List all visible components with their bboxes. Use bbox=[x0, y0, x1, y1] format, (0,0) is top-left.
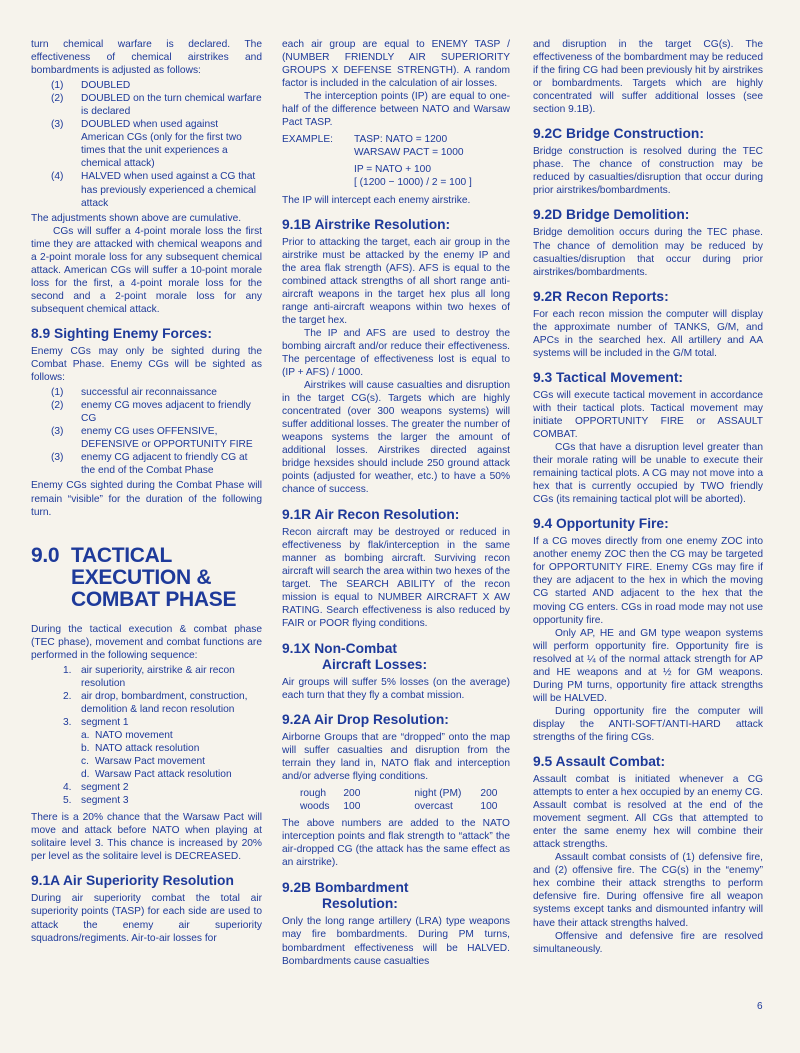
example-line: TASP: NATO = 1200 bbox=[354, 134, 448, 146]
table-cell: woods bbox=[300, 801, 330, 813]
table-cell: 200 bbox=[480, 788, 498, 800]
list-item bbox=[31, 768, 262, 781]
list-marker: b. bbox=[81, 743, 90, 755]
paragraph: The adjustments shown above are cumulative. bbox=[31, 212, 242, 224]
section-heading-9-2r: 9.2R Recon Reports: bbox=[533, 288, 669, 304]
list-item bbox=[31, 92, 262, 118]
list-text: NATO movement bbox=[95, 729, 173, 741]
list-marker: (2) bbox=[51, 93, 64, 105]
section-heading-9-2a: 9.2A Air Drop Resolution: bbox=[282, 711, 449, 727]
paragraph: During air superiority combat the total air superiority points (TASP) for each side are used to attack the enemy air superiority squadrons/regiments. Air-to-air losses for bbox=[31, 893, 262, 944]
section-heading-9-2c: 9.2C Bridge Construction: bbox=[533, 126, 704, 142]
example-block bbox=[282, 133, 510, 189]
paragraph: Airstrikes will cause casualties and disruption in the target CG(s). Targets which are highly concentrated (over 300 weapons systems) will suffer additional losses. The greater the number of weapons systems the larger the amount of additional losses. Airstrikes directed against bridge hexsides should include 250 ground attack points (adjusted for weather, etc.) to have a 50% chance of success. bbox=[282, 380, 510, 496]
section-heading-9-1x bbox=[282, 641, 510, 673]
example-line: IP = NATO + 100 bbox=[354, 164, 432, 176]
table-cell: night (PM) bbox=[414, 788, 462, 800]
paragraph: each air group are equal to ENEMY TASP / (NUMBER FRIENDLY AIR SUPERIORITY GROUPS X DEFENSE STRENGTH). A random factor is included in the calculation of air losses. bbox=[282, 39, 510, 90]
paragraph: Prior to attacking the target, each air group in the airstrike must be attacked by the enemy IP and the area flak strength (AFS). AFS is equal to the combined attack strengths of all short range anti-aircraft weapons in the target hex plus all long range anti-aircraft weapons within two hexes of the target hex. bbox=[282, 236, 510, 326]
list-item bbox=[31, 451, 262, 477]
sighting-list bbox=[31, 386, 262, 477]
list-marker: (2) bbox=[51, 400, 64, 412]
paragraph: Only AP, HE and GM type weapon systems will perform opportunity fire. Opportunity fire is resolved at ¼ of the normal attack strength for AP and HE weapons and at ½ for GM weapons. During PM turns, opportunity fire attack strengths will be HALVED. bbox=[533, 627, 763, 704]
list-item bbox=[31, 742, 262, 755]
paragraph: Assault combat consists of (1) defensive fire, and (2) offensive fire. The CG(s) in the “enemy” hex combine their attack strengths to perform defensive fire. During offensive fire all weapon systems except tanks and dismounted infantry will have their attack strengths halved. bbox=[533, 852, 763, 929]
paragraph: During the tactical execution & combat phase (TEC phase), movement and combat functions are performed in the following sequence: bbox=[31, 623, 262, 661]
example-label: EXAMPLE: bbox=[282, 134, 333, 146]
paragraph: If a CG moves directly from one enemy ZOC into another enemy ZOC then the CG may be targeted for OPPORTUNITY FIRE. Enemy CGs may fire if they are adjacent to the hex in which the moving CG started AND adjacent to the hex that the moving CG enters. CGs in road mode may not use opportunity fire. bbox=[533, 536, 763, 626]
chapter-title-line: TACTICAL bbox=[71, 543, 173, 567]
heading-line: 9.2B Bombardment bbox=[282, 880, 409, 896]
paragraph: The IP will intercept each enemy airstrike. bbox=[282, 194, 471, 206]
list-item bbox=[31, 729, 262, 742]
terrain-table bbox=[300, 787, 510, 813]
list-item bbox=[31, 794, 262, 807]
paragraph: Enemy CGs may only be sighted during the Combat Phase. Enemy CGs will be sighted as follows: bbox=[31, 345, 262, 384]
chapter-title-line: COMBAT PHASE bbox=[71, 587, 237, 611]
paragraph: The above numbers are added to the NATO interception points and flak strength to “attack” the air-dropped CG (the attack has the same effect as an airstrike). bbox=[282, 818, 510, 869]
list-marker: a. bbox=[81, 729, 90, 741]
list-marker: 4. bbox=[63, 782, 72, 794]
paragraph: There is a 20% chance that the Warsaw Pact will move and attack before NATO when playing at solitaire level 3. This chance is increased by 20% per level as the solitaire level is DECREASED. bbox=[31, 812, 262, 863]
table-cell: 100 bbox=[480, 801, 498, 813]
list-item bbox=[31, 79, 262, 92]
section-heading-9-1r: 9.1R Air Recon Resolution: bbox=[282, 506, 460, 522]
list-text: segment 1 bbox=[81, 716, 129, 728]
chapter-title-line: EXECUTION & bbox=[71, 565, 212, 589]
paragraph: Bridge construction is resolved during the TEC phase. The chance of construction may be reduced by casualties/disruption that occur during prior airstrikes/bombardments. bbox=[533, 146, 763, 197]
paragraph: Assault combat is initiated whenever a CG attempts to enter a hex occupied by an enemy CG. Assault combat is resolved at the end of the movement segment. All CGs that attempted to enter the same enemy hex will combine their attack strengths. bbox=[533, 774, 763, 851]
list-item bbox=[31, 755, 262, 768]
list-marker: c. bbox=[81, 756, 89, 768]
paragraph: turn chemical warfare is declared. The effectiveness of chemical airstrikes and bombardments is adjusted as follows: bbox=[31, 39, 262, 77]
list-item bbox=[31, 716, 262, 729]
list-item bbox=[31, 425, 262, 451]
list-text: DOUBLED on the turn chemical warfare is declared bbox=[81, 93, 262, 118]
list-marker: 2. bbox=[63, 690, 72, 702]
paragraph: Air groups will suffer 5% losses (on the average) each turn that they fly a combat mission. bbox=[282, 676, 510, 701]
list-text: enemy CG uses OFFENSIVE, DEFENSIVE or OPPORTUNITY FIRE bbox=[81, 426, 253, 451]
list-text: Warsaw Pact attack resolution bbox=[95, 769, 232, 781]
list-text: DOUBLED bbox=[81, 80, 131, 92]
chemical-adjustments-list bbox=[31, 79, 262, 209]
table-cell: 100 bbox=[343, 801, 361, 813]
paragraph: During opportunity fire the computer will display the ANTI-SOFT/ANTI-HARD attack strengths of the firing CGs. bbox=[533, 705, 763, 743]
paragraph: Bridge demolition occurs during the TEC phase. The chance of demolition may be reduced by casualties/disruption that occur during prior airstrikes/bombardments. bbox=[533, 227, 763, 278]
list-item bbox=[31, 118, 262, 170]
section-heading-9-1a: 9.1A Air Superiority Resolution bbox=[31, 873, 234, 889]
table-cell: rough bbox=[300, 788, 327, 800]
example-line: [ (1200 − 1000) / 2 = 100 ] bbox=[354, 177, 472, 189]
list-text: air superiority, airstrike & air recon resolution bbox=[81, 664, 235, 689]
table-row bbox=[300, 800, 510, 813]
section-heading-9-2b bbox=[282, 880, 510, 912]
list-text: DOUBLED when used against American CGs (only for the first two times that the unit experiences a chemical attack) bbox=[81, 119, 242, 170]
list-text: HALVED when used against a CG that has previously experienced a chemical attack bbox=[81, 171, 256, 209]
list-item bbox=[31, 170, 262, 209]
section-heading-8-9: 8.9 Sighting Enemy Forces: bbox=[31, 325, 212, 341]
list-marker: d. bbox=[81, 769, 90, 781]
paragraph: The interception points (IP) are equal to one-half of the difference between NATO and Warsaw Pact TASP. bbox=[282, 91, 510, 129]
chapter-heading-9-0 bbox=[31, 545, 262, 611]
section-heading-9-4: 9.4 Opportunity Fire: bbox=[533, 516, 669, 532]
section-heading-9-1b: 9.1B Airstrike Resolution: bbox=[282, 216, 451, 232]
list-text: NATO attack resolution bbox=[95, 743, 200, 755]
paragraph: Recon aircraft may be destroyed or reduced in effectiveness by flak/interception in the same manner as bombing aircraft. Surviving recon aircraft will search the area within two hexes of the target. The SEARCH ABILITY of the recon mission is equal to NUMBER AIRCRAFT X AW RATING. Search effectiveness is also reduced by FAIR or POOR flying conditions. bbox=[282, 526, 510, 629]
column-1 bbox=[31, 38, 262, 945]
table-cell: overcast bbox=[414, 801, 453, 813]
paragraph: and disruption in the target CG(s). The effectiveness of the bombardment may be reduced if the firing CG had been previously hit by airstrikes or bombardments. Targets which are highly concentrated will suffer additional losses (see section 9.1B). bbox=[533, 39, 763, 116]
heading-line: Aircraft Losses: bbox=[322, 656, 428, 672]
list-text: enemy CG adjacent to friendly CG at the end of the Combat Phase bbox=[81, 452, 248, 477]
paragraph: CGs will suffer a 4-point morale loss the first time they are attacked with chemical weapons and a 2-point morale loss for any subsequent chemical attack. American CGs will suffer a 10-point morale loss for the first, a 4-point morale loss for the second and a 2-point morale loss for any subsequent chemical attack. bbox=[31, 225, 262, 315]
list-marker: (3) bbox=[51, 452, 64, 464]
list-marker: 3. bbox=[63, 716, 72, 728]
list-item bbox=[31, 386, 262, 399]
list-marker: (3) bbox=[51, 119, 64, 131]
section-heading-9-3: 9.3 Tactical Movement: bbox=[533, 369, 684, 385]
page-number: 6 bbox=[757, 1001, 763, 1012]
list-text: successful air reconnaissance bbox=[81, 387, 217, 399]
list-marker: (4) bbox=[51, 171, 64, 183]
tec-sequence-list bbox=[31, 664, 262, 808]
column-3 bbox=[533, 38, 763, 956]
list-text: air drop, bombardment, construction, demolition & land recon resolution bbox=[81, 690, 248, 715]
list-marker: (3) bbox=[51, 426, 64, 438]
paragraph: CGs that have a disruption level greater than their morale rating will be unable to execute their remaining tactical plots. A CG may not move into a hex that is currently occupied by TWO friendly CGs (its remaining tactical plot will be aborted). bbox=[533, 442, 763, 506]
heading-line: 9.1X Non-Combat bbox=[282, 640, 397, 656]
list-marker: 5. bbox=[63, 795, 72, 807]
list-item bbox=[31, 399, 262, 425]
list-marker: (1) bbox=[51, 387, 64, 399]
section-heading-9-2d: 9.2D Bridge Demolition: bbox=[533, 207, 690, 223]
paragraph: CGs will execute tactical movement in accordance with their tactical plots. Tactical movement may initiate OPPORTUNITY FIRE or ASSAULT COMBAT. bbox=[533, 389, 763, 440]
list-text: segment 2 bbox=[81, 782, 129, 794]
paragraph: Airborne Groups that are “dropped” onto the map will suffer casualties and disruption from the terrain they land in, NATO flak and interception and/or adverse flying conditions. bbox=[282, 731, 510, 783]
list-marker: 1. bbox=[63, 664, 72, 676]
paragraph: Only the long range artillery (LRA) type weapons may fire bombardments. During PM turns, bombardment effectiveness will be HALVED. Bombardments cause casualties bbox=[282, 916, 510, 967]
heading-line: Resolution: bbox=[322, 896, 398, 912]
paragraph: The IP and AFS are used to destroy the bombing aircraft and/or reduce their effectiveness. The percentage of effectiveness lost is equal to (IP + AFS) / 1000. bbox=[282, 327, 510, 379]
example-line: WARSAW PACT = 1000 bbox=[354, 147, 464, 159]
list-text: Warsaw Pact movement bbox=[95, 756, 206, 768]
chapter-number: 9.0 bbox=[31, 543, 60, 567]
list-marker: (1) bbox=[51, 80, 64, 92]
list-item bbox=[31, 690, 262, 716]
paragraph: For each recon mission the computer will display the approximate number of TANKS, G/M, and APCs in the searched hex. All artillery and AA systems will be included in the G/M total. bbox=[533, 308, 763, 359]
section-heading-9-5: 9.5 Assault Combat: bbox=[533, 754, 666, 770]
column-2 bbox=[282, 38, 510, 968]
table-row bbox=[300, 787, 510, 800]
list-item bbox=[31, 664, 262, 690]
paragraph: Enemy CGs sighted during the Combat Phase will remain “visible” for the duration of the following turn. bbox=[31, 480, 262, 518]
list-text: enemy CG moves adjacent to friendly CG bbox=[81, 400, 251, 425]
list-text: segment 3 bbox=[81, 795, 129, 807]
list-item bbox=[31, 781, 262, 794]
paragraph: Offensive and defensive fire are resolved simultaneously. bbox=[533, 930, 763, 955]
table-cell: 200 bbox=[343, 788, 361, 800]
